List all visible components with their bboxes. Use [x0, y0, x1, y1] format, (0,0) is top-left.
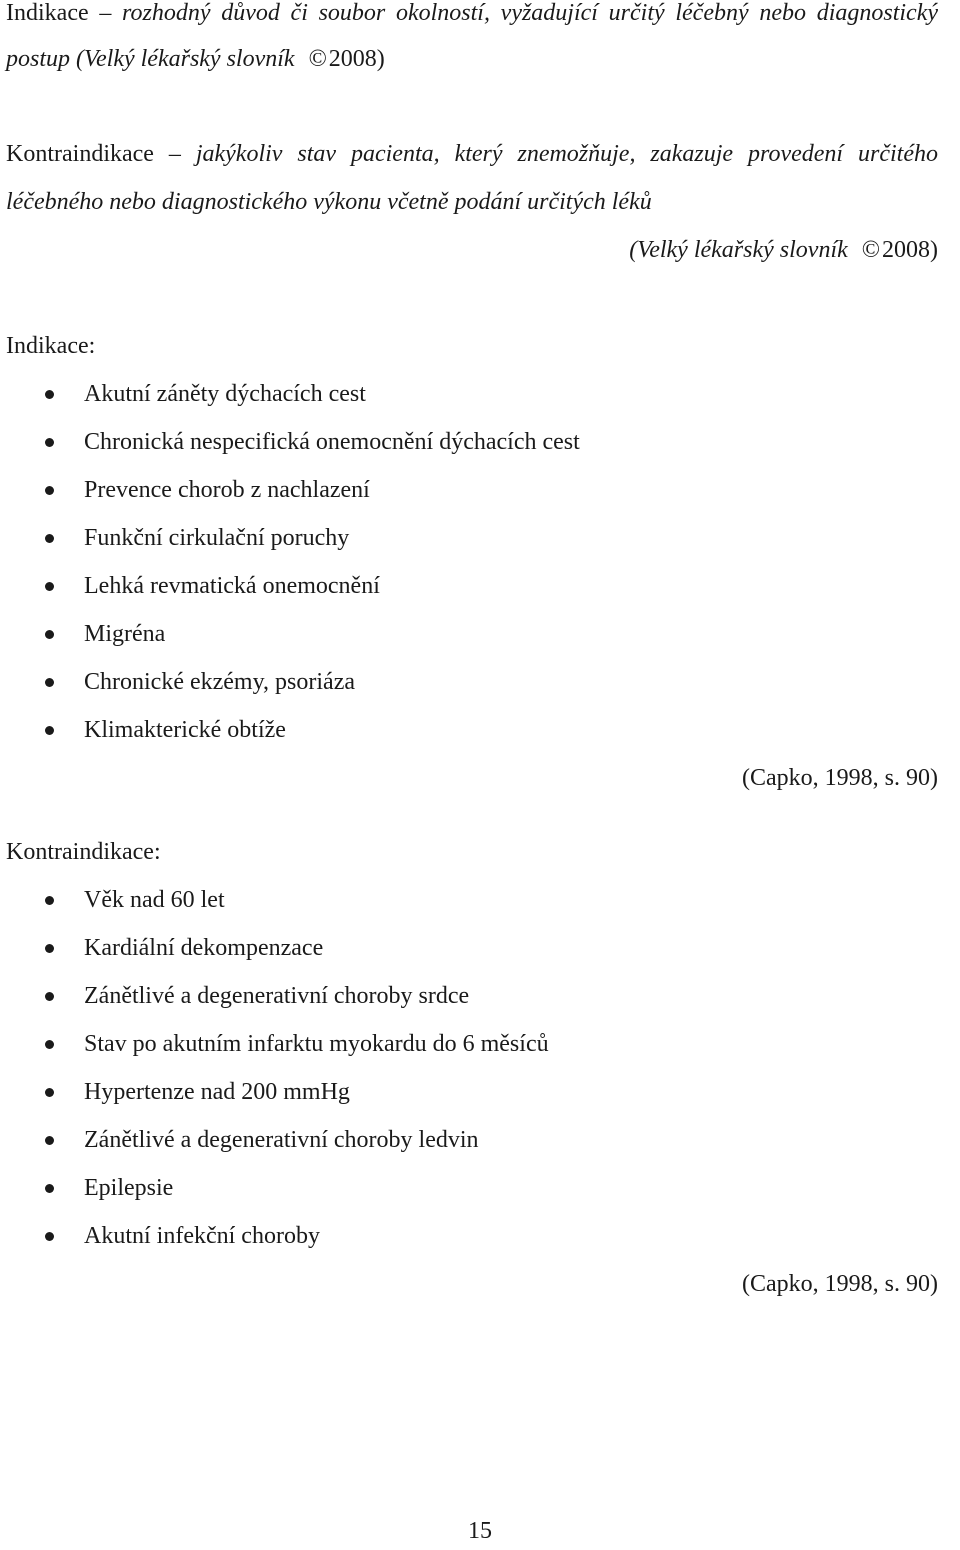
- definition-dash: –: [88, 0, 123, 26]
- bullet-icon: [45, 1232, 54, 1241]
- definition-kontraindikace-citation: [6, 226, 938, 274]
- indications-heading: Indikace:: [6, 333, 96, 359]
- list-item: Chronická nespecifická onemocnění dýchacích cest: [6, 418, 938, 466]
- page-number: 15: [468, 1518, 492, 1544]
- bullet-icon: [45, 1088, 54, 1097]
- citation-year: 2008): [882, 237, 938, 263]
- list-item: Funkční cirkulační poruchy: [6, 514, 938, 562]
- bullet-icon: [45, 944, 54, 953]
- list-item: Migréna: [6, 610, 938, 658]
- contraindications-heading: Kontraindikace:: [6, 839, 161, 865]
- term-kontraindikace: Kontraindikace: [6, 141, 154, 167]
- definition-indikace-year: 2008): [328, 46, 385, 72]
- list-item: Akutní infekční choroby: [6, 1212, 938, 1260]
- bullet-icon: [45, 534, 54, 543]
- list-item: Hypertenze nad 200 mmHg: [6, 1068, 938, 1116]
- list-item: Chronické ekzémy, psoriáza: [6, 658, 938, 706]
- bullet-icon: [45, 390, 54, 399]
- definition-indikace: [6, 0, 938, 82]
- term-indikace: Indikace: [6, 0, 89, 26]
- document-page: [6, 0, 938, 1308]
- bullet-icon: [45, 896, 54, 905]
- bullet-icon: [45, 582, 54, 591]
- list-item: Zánětlivé a degenerativní choroby srdce: [6, 972, 938, 1020]
- indications-citation: (Capko, 1998, s. 90): [742, 765, 938, 791]
- definition-dash: –: [153, 141, 196, 167]
- list-item: Epilepsie: [6, 1164, 938, 1212]
- bullet-icon: [45, 630, 54, 639]
- definition-kontraindikace: [6, 130, 938, 226]
- list-item: Zánětlivé a degenerativní choroby ledvin: [6, 1116, 938, 1164]
- list-item: Lehká revmatická onemocnění: [6, 562, 938, 610]
- contraindications-citation: (Capko, 1998, s. 90): [742, 1271, 938, 1297]
- copyright-symbol: ©: [861, 237, 880, 263]
- list-item: Prevence chorob z nachlazení: [6, 466, 938, 514]
- list-item: Kardiální dekompenzace: [6, 924, 938, 972]
- bullet-icon: [45, 1184, 54, 1193]
- indications-list: [6, 370, 938, 754]
- bullet-icon: [45, 678, 54, 687]
- definition-kontraindikace-text: jakýkoliv stav pacienta, který znemožňuje, zakazuje provedení určitého léčebného nebo diagnostického výkonu včetně podání určitých léků: [6, 141, 938, 215]
- bullet-icon: [45, 1136, 54, 1145]
- list-item: Akutní záněty dýchacích cest: [6, 370, 938, 418]
- list-item: Klimakterické obtíže: [6, 706, 938, 754]
- list-item: Stav po akutním infarktu myokardu do 6 měsíců: [6, 1020, 938, 1068]
- citation-source: (Velký lékařský slovník: [629, 237, 848, 263]
- bullet-icon: [45, 726, 54, 735]
- list-item: Věk nad 60 let: [6, 876, 938, 924]
- definition-indikace-text: rozhodný důvod či soubor okolností, vyžadující určitý léčebný nebo diagnostický postup (Velký lékařský slovník: [6, 0, 939, 72]
- bullet-icon: [45, 992, 54, 1001]
- contraindications-list: [6, 876, 938, 1260]
- bullet-icon: [45, 486, 54, 495]
- bullet-icon: [45, 438, 54, 447]
- bullet-icon: [45, 1040, 54, 1049]
- copyright-symbol: ©: [308, 46, 327, 72]
